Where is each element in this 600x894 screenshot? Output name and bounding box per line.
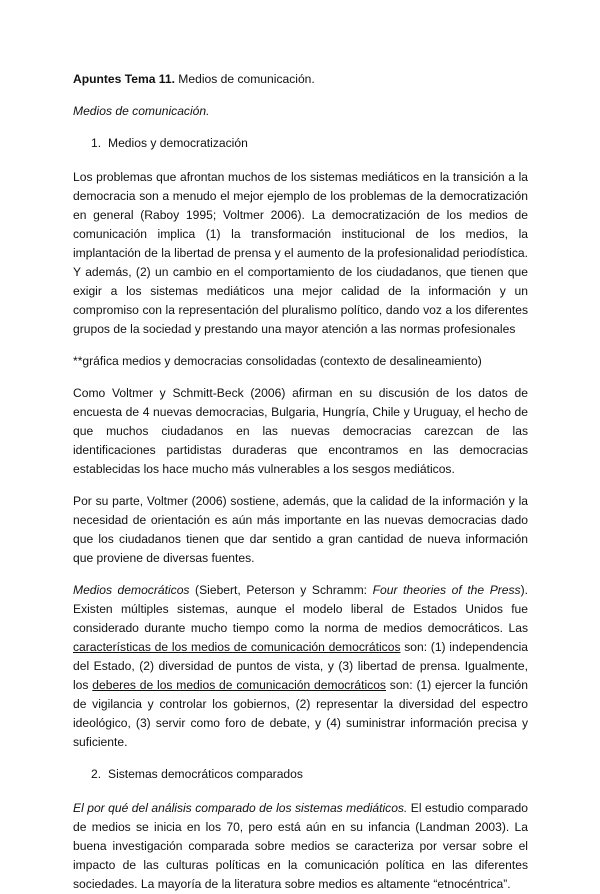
democratic-media-text-3: son: (1) ejercer la función de vigilancia y controlar los gobiernos, (2) representar la diversidad del espectro ideológico, (3) servir como foro de debate, y (4) suministrar información precisa y suficiente. [73, 678, 528, 749]
title-rest-part: Medios de comunicación. [174, 72, 315, 86]
section-title-2: Sistemas democráticos comparados [108, 767, 303, 781]
democratic-media-text-2: son: (1) independencia del Estado, (2) diversidad de puntos de vista, y (3) libertad de prensa. Igualmente, los [73, 640, 528, 692]
democratic-media-authors: (Siebert, Peterson y Schramm: [189, 583, 373, 597]
paragraph-voltmer-schmitt-beck: Como Voltmer y Schmitt-Beck (2006) afirman en su discusión de los datos de encuesta de 4 nuevas democracias, Bulgaria, Hungría, Chile y Uruguay, el hecho de que muchos ciudadanos en las nuevas democracias carezcan de las identificaciones partidistas duraderas que encontramos en las democracias establecidas los hace mucho más vulnerables a los sesgos mediáticos. [73, 386, 528, 476]
democratic-media-lead: Medios democráticos [73, 583, 190, 597]
comparative-analysis-lead: El por qué del análisis comparado de los sistemas mediáticos. [73, 801, 408, 815]
section-number-2: 2. [91, 767, 102, 781]
democratic-media-text-1: ). Existen múltiples sistemas, aunque el modelo liberal de Estados Unidos fue considerado durante mucho tiempo como la norma de medios democráticos. Las [73, 583, 528, 635]
paragraph-democratic-media [73, 581, 528, 752]
duties-underlined: deberes de los medios de comunicación democráticos [92, 678, 386, 692]
document-subtitle: Medios de comunicación. [73, 104, 210, 118]
section-heading-1 [73, 134, 528, 153]
comparative-analysis-text: El estudio comparado de medios se inicia en los 70, pero está aún en su infancia (Landman 2003). La buena investigación comparada sobre medios se caracteriza por versar sobre el impacto de las culturas políticas en la comunicación política en las diferentes sociedades. La mayoría de la literatura sobre medios es altamente “etnocéntrica”. [73, 801, 528, 891]
characteristics-underlined: características de los medios de comunicación democráticos [73, 640, 401, 654]
section-heading-2 [73, 765, 528, 784]
paragraph-voltmer-2006: Por su parte, Voltmer (2006) sostiene, además, que la calidad de la información y la necesidad de orientación es aún más importante en las nuevas democracias dado que los ciudadanos tienen que dar sentido a gran cantidad de nueva información que proviene de diversas fuentes. [73, 494, 528, 565]
chart-note: **gráfica medios y democracias consolidadas (contexto de desalineamiento) [73, 354, 482, 368]
title-bold-part: Apuntes Tema 11. [73, 72, 175, 86]
paragraph-comparative-analysis [73, 799, 528, 894]
document-title [73, 70, 528, 89]
section-title-1: Medios y democratización [108, 136, 248, 150]
section-number-1: 1. [91, 136, 102, 150]
document-page [73, 70, 528, 894]
book-title: Four theories of the Press [372, 583, 521, 597]
paragraph-democratization: Los problemas que afrontan muchos de los sistemas mediáticos en la transición a la democracia son a menudo el mejor ejemplo de los problemas de la democratización en general (Raboy 1995; Voltmer 2006). La democratización de los medios de comunicación implica (1) la transformación institucional de los medios, la implantación de la libertad de prensa y el aumento de la profesionalidad periodística. Y además, (2) un cambio en el comportamiento de los ciudadanos, que tienen que exigir a los sistemas mediáticos una mejor calidad de la información y un compromiso con la representación del pluralismo político, dando voz a los diferentes grupos de la sociedad y prestando una mayor atención a las normas profesionales [73, 170, 528, 336]
